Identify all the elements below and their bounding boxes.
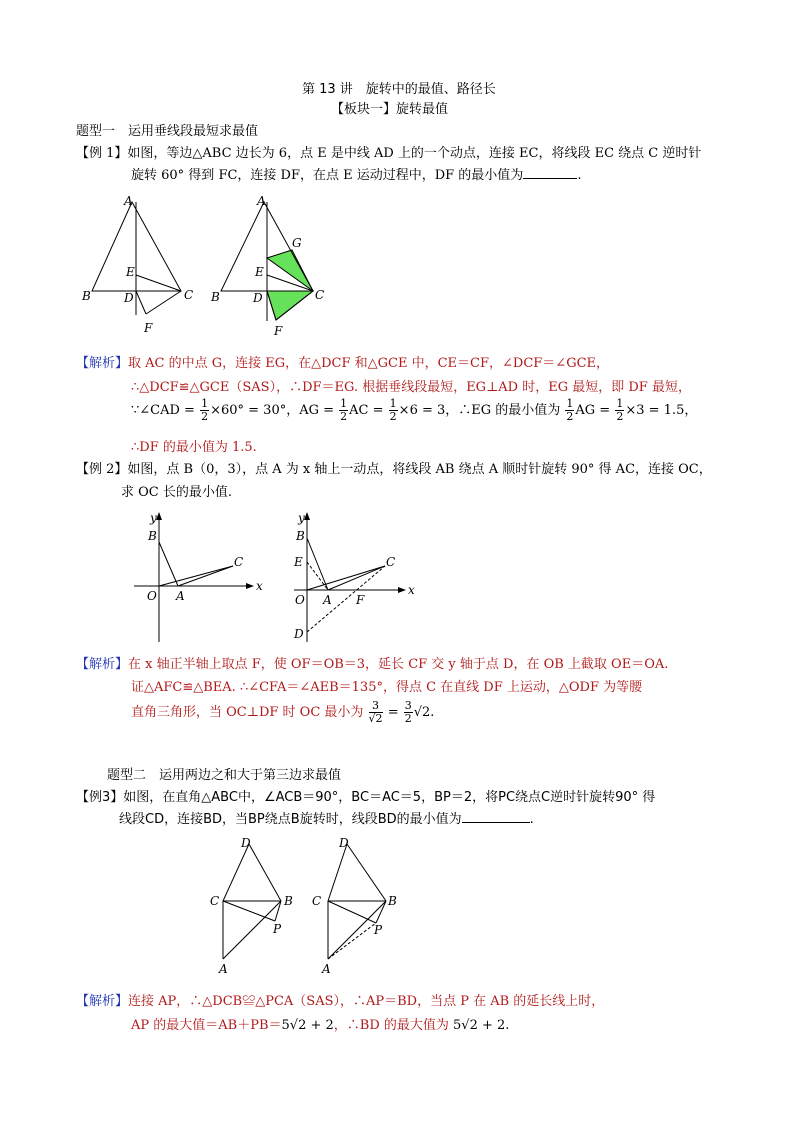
label-P: P [273,922,282,936]
label-x: x [408,583,415,597]
label-O: O [147,589,157,603]
lecture-title: 第 13 讲 旋转中的最值、路径长 [302,82,496,97]
example-1-line1: 如图，等边△ABC 边长为 6，点 E 是中线 AD 上的一个动点，连接 EC，将线段 EC 绕点 C 逆时针 [127,146,702,161]
fraction: $\frac{1}{2}$ [201,397,209,423]
label-F: F [144,321,153,335]
label-E: E [294,555,303,569]
figure-3-left [205,835,315,975]
label-C: C [210,894,220,908]
label-B: B [82,289,91,303]
label-G: G [292,236,302,250]
solution-2-line3: 直角三角形，当 OC⊥DF 时 OC 最小为 $\frac{3}{√2}$ = $\frac{3}{2}$ √2. [131,699,435,725]
solution-2-line2: 证△AFC≌△BEA. ∴∠CFA＝∠AEB＝135°，得点 C 在直线 DF 上运动，△ODF 为等腰 [131,680,643,695]
example-1-line2-row [131,164,581,183]
type2-heading: 题型二 运用两边之和大于第三边求最值 [107,768,342,783]
solution-3-line1: 【解析】连接 AP，∴△DCB≌△PCA（SAS），∴AP＝BD，当点 P 在 AB 的延长线上时， [76,994,605,1009]
label-A: A [176,589,185,603]
solution-3-line2: AP 的最大值＝AB＋PB＝5√2 + 2，∴BD 的最大值为 5√2 + 2. [131,1018,510,1033]
label-E: E [126,265,135,279]
example-1 [76,142,701,161]
label-A: A [322,962,331,976]
label-C: C [315,288,325,302]
example-3: 【例3】如图，在直角△ABC中，∠ACB＝90°，BC＝AC＝5，BP＝2，将PC绕点C逆时针旋转90° 得 [76,790,656,805]
example-3-line2: 线段CD，连接BD，当BP绕点B旋转时，线段BD的最小值为 . [119,812,534,827]
label-A: A [219,962,228,976]
figure-3-right [310,835,420,975]
example-1-tag: 【例 1】 [76,146,128,161]
label-x: x [256,579,263,593]
label-C: C [184,288,194,302]
label-A: A [323,593,332,607]
period: . [577,168,582,183]
label-A: A [124,194,133,208]
figure-2-right [288,508,428,648]
figure-1-left [80,195,200,340]
label-C: C [386,555,396,569]
label-y: y [150,511,157,525]
label-D: D [339,836,349,850]
solution-2-line1: 【解析】在 x 轴正半轴上取点 F，使 OF＝OB＝3，延长 CF 交 y 轴于点 D，在 OB 上截取 OE＝OA. [76,657,669,672]
label-A: A [257,194,266,208]
label-y: y [298,511,305,525]
answer-blank[interactable] [462,810,530,823]
label-C: C [234,555,244,569]
solution-1-line4: ∴DF 的最小值为 1.5. [131,440,257,455]
label-B: B [284,894,293,908]
label-P: P [374,923,383,937]
example-2-line2: 求 OC 长的最小值. [121,485,233,500]
solution-tag: 【解析】 [76,356,129,371]
label-E: E [255,265,264,279]
figure-1-right [207,195,332,340]
label-D: D [253,291,263,305]
type1-heading: 题型一 运用垂线段最短求最值 [76,124,259,139]
solution-1-line2: ∴△DCF≌△GCE（SAS），∴DF＝EG. 根据垂线段最短，EG⊥AD 时，EG 最短，即 DF 最短， [131,380,691,395]
example-2: 【例 2】如图，点 B（0，3），点 A 为 x 轴上一动点，将线段 AB 绕点 A 顺时针旋转 90° 得 AC，连接 OC， [76,462,712,477]
label-B: B [388,894,397,908]
example-1-line2: 旋转 60° 得到 FC，连接 DF，在点 E 运动过程中，DF 的最小值为 [131,168,524,183]
label-D: D [241,836,251,850]
label-O: O [295,593,305,607]
solution-1-text1: 取 AC 的中点 G，连接 EG，在△DCF 和△GCE 中，CE＝CF，∠DCF＝∠GCE， [128,356,610,371]
answer-blank[interactable] [523,166,577,179]
label-B: B [211,290,220,304]
label-C: C [312,894,322,908]
solution-1-line1 [76,352,609,371]
label-B: B [148,529,157,543]
label-F: F [356,593,365,607]
label-F: F [274,324,283,338]
section-title: 【板块一】旋转最值 [331,102,449,117]
label-D: D [294,627,304,641]
label-D: D [124,291,134,305]
figure-2-left [130,508,270,648]
label-B: B [296,529,305,543]
solution-1-line3: ∵∠CAD = $\frac{1}{2}$ ×60° = 30°，AG = $\frac{1}{2}$ AC = $\frac{1}{2}$ ×6 = 3，∴EG 的最小值为 $\frac{1}{2}$ AG = $\frac{1}{2}$ ×3 = 1.5， [131,397,698,423]
